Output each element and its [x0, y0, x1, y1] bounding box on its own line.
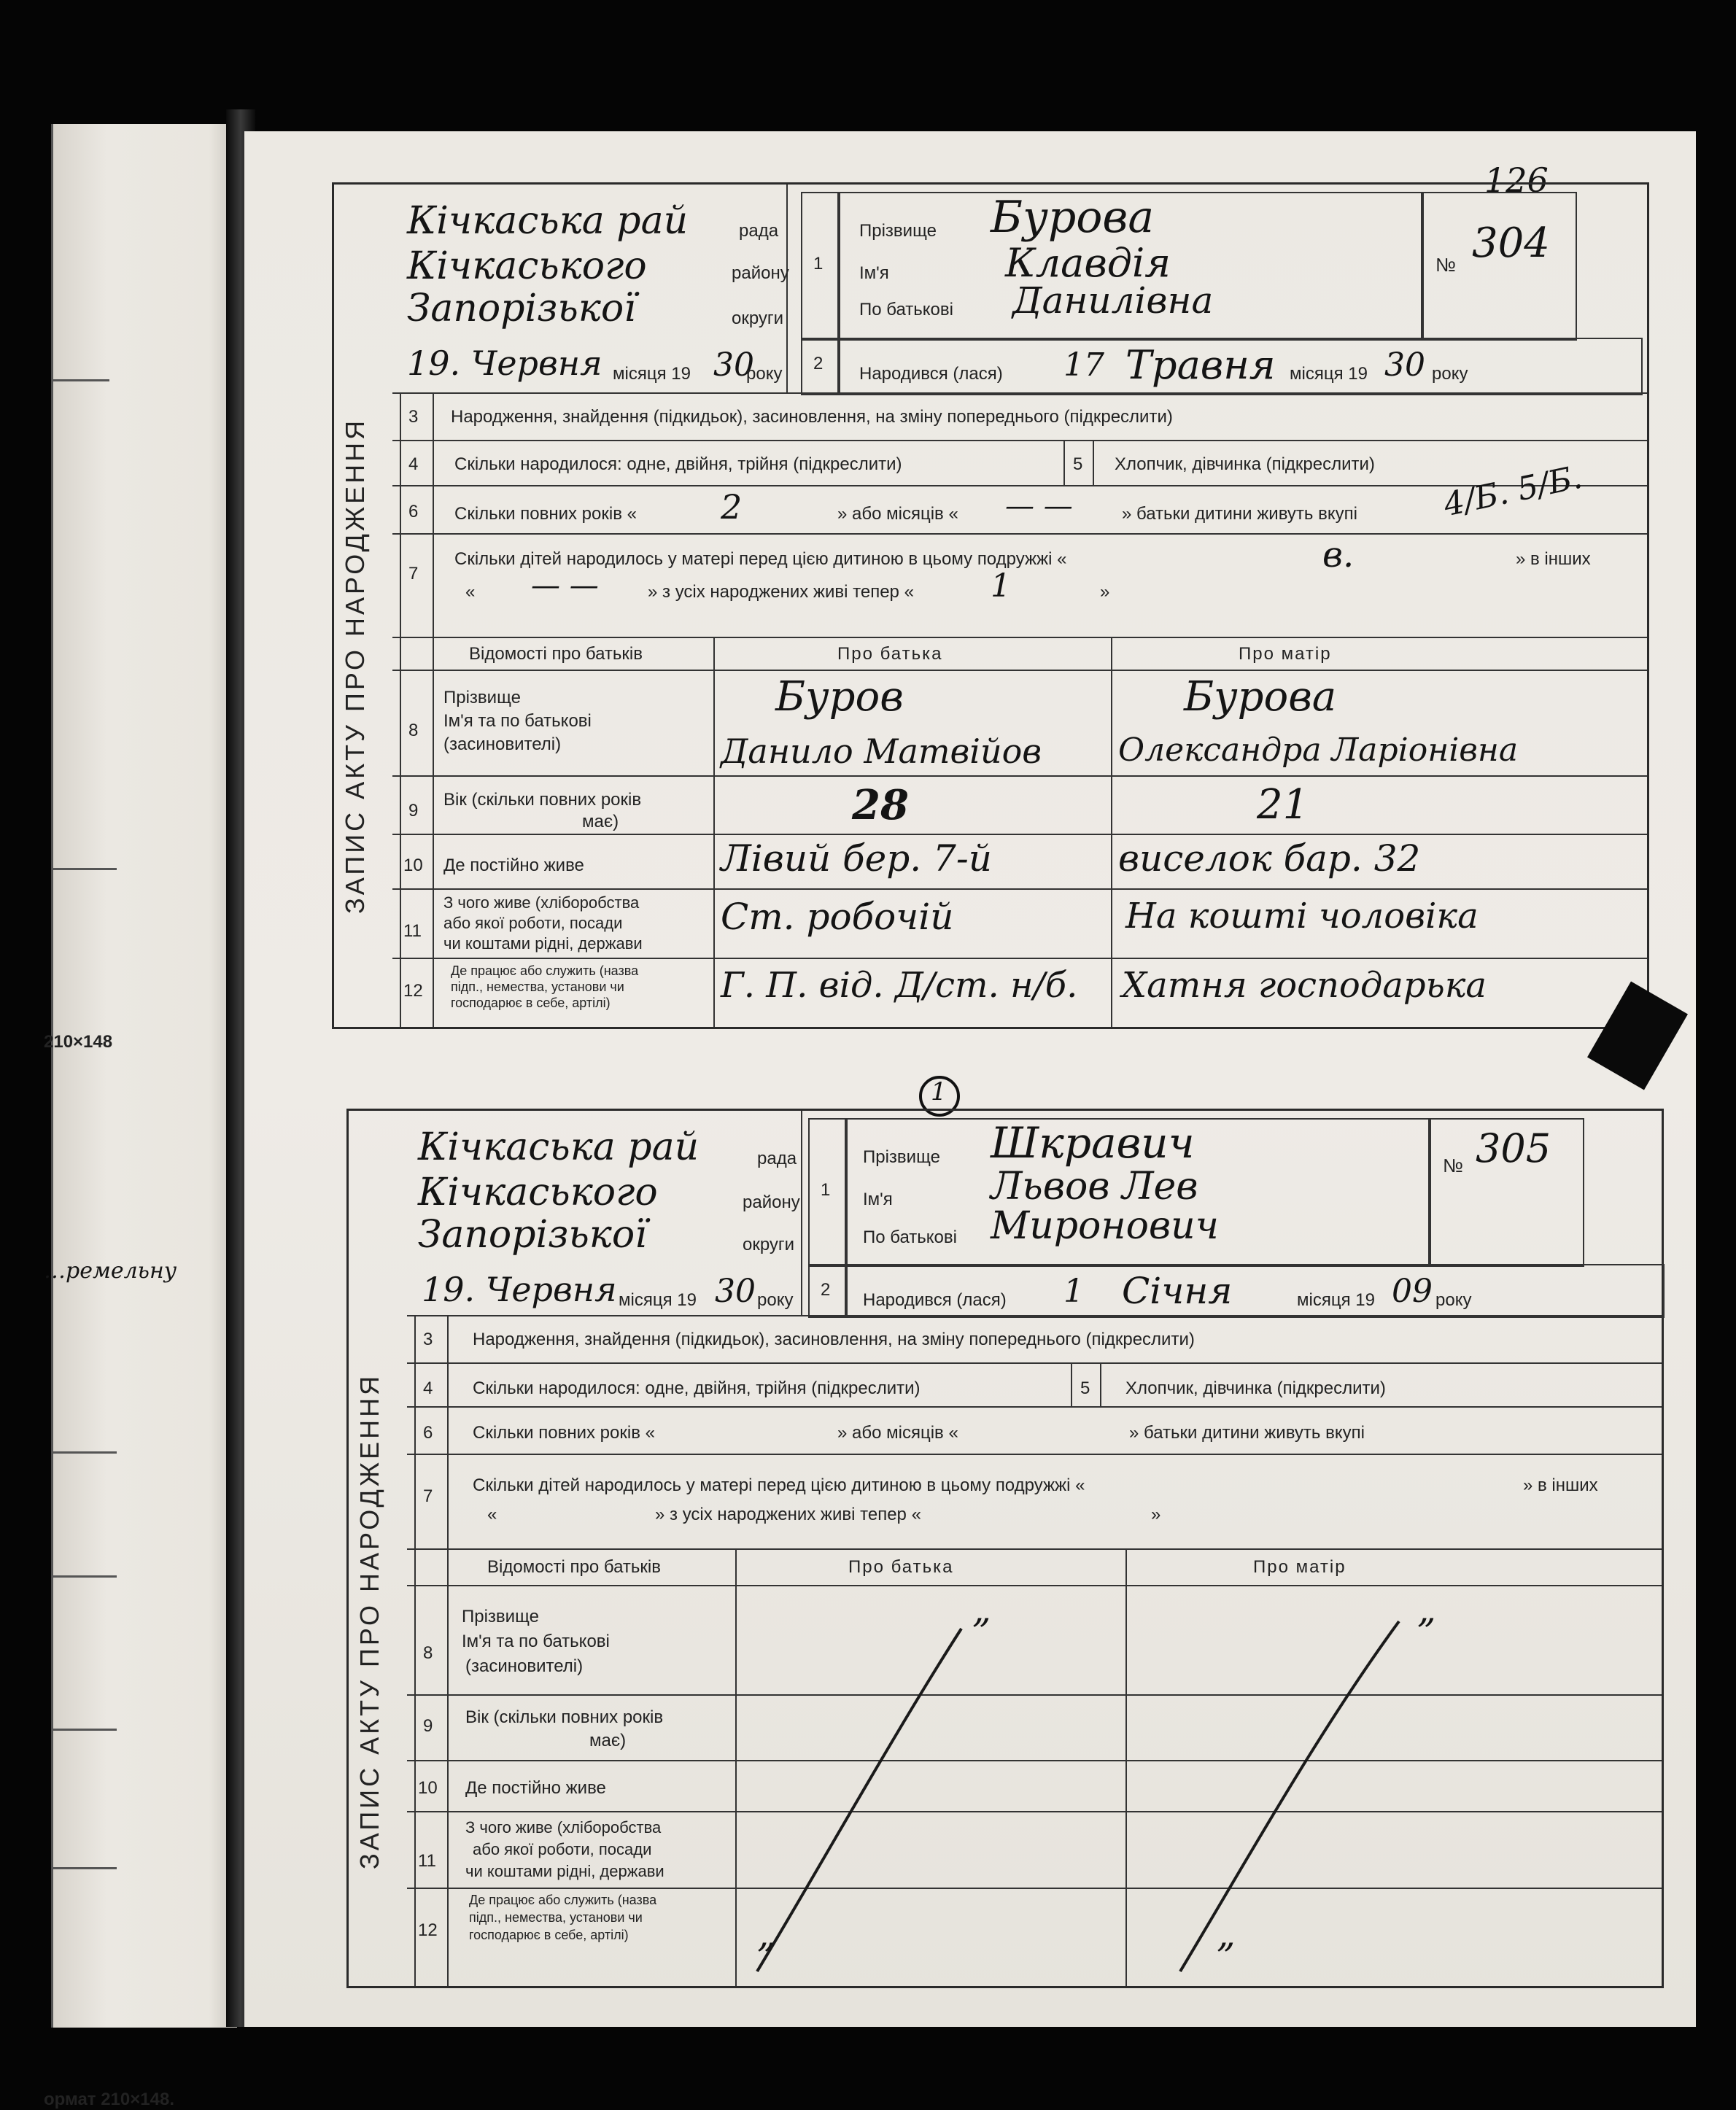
left-page-rule: [51, 868, 117, 870]
left-page-rule: [51, 379, 109, 381]
right-page: [244, 131, 1696, 2027]
row7-number: 7: [408, 564, 419, 583]
left-page-rule: [51, 1451, 117, 1454]
row6-text-a: Скільки повних років «: [473, 1423, 655, 1443]
left-page: [44, 124, 237, 2109]
row8-label-b: Ім'я та по батькові: [462, 1632, 610, 1651]
row4-number: 4: [408, 454, 419, 474]
father-header: Про батька: [848, 1557, 954, 1577]
row12-number: 12: [418, 1920, 438, 1940]
row7-text-c: «: [487, 1505, 497, 1524]
mother-living: На кошті чоловіка: [1125, 896, 1479, 936]
registration-year-handwriting: 30: [715, 1273, 756, 1310]
rada-label: рада: [757, 1149, 797, 1168]
row5-number: 5: [1080, 1378, 1090, 1398]
row7-text-c: «: [465, 582, 476, 602]
father-name: Данило Матвійов: [721, 732, 1042, 771]
born-month: Січня: [1122, 1270, 1233, 1312]
row7-text-a: Скільки дітей народилось у матері перед цією дитиною в цьому подружжі «: [454, 549, 1067, 569]
number-label: №: [1435, 254, 1456, 276]
row9-number: 9: [423, 1716, 433, 1736]
row12-label-a: Де працює або служить (назва: [451, 963, 639, 978]
row1-number: 1: [813, 254, 824, 274]
row8-label-a: Прізвище: [462, 1607, 539, 1626]
father-surname: Буров: [775, 673, 904, 721]
row11-number: 11: [403, 921, 422, 941]
row-divider: [392, 440, 1647, 441]
row1-number: 1: [821, 1180, 831, 1200]
born-month: Травня: [1125, 342, 1276, 388]
row7-text-d: » з усіх народжених живі тепер «: [655, 1505, 921, 1524]
mother-age: 21: [1257, 781, 1309, 829]
number-label: №: [1443, 1155, 1463, 1176]
registration-date-handwriting: 19. Червня: [422, 1270, 617, 1309]
parents-top-rule: [407, 1548, 1662, 1550]
father-header: Про батька: [837, 644, 943, 664]
row5-divider: [1093, 440, 1094, 485]
father-ditto-bottom: „: [757, 1913, 776, 1955]
row6-text-c: » батьки дитини живуть вкупі: [1129, 1423, 1365, 1443]
left-page-rule: [51, 1729, 117, 1731]
row7-other: — —: [531, 569, 599, 602]
mother-work: Хатня господарька: [1122, 965, 1487, 1006]
born-month-label: місяця 19: [1297, 1290, 1375, 1310]
child-surname: Бурова: [991, 192, 1155, 243]
row-divider: [407, 1315, 1662, 1316]
registration-month-label: місяця 19: [619, 1290, 697, 1310]
patronymic-label: По батькові: [859, 300, 953, 319]
patronymic-label: По батькові: [863, 1227, 957, 1247]
row12-label-c: господарює в себе, артілі): [469, 1928, 629, 1942]
row3-text: Народження, знайдення (підкидьок), засиновлення, на зміну попереднього (підкреслити): [451, 407, 1173, 427]
born-year-label: року: [1432, 364, 1468, 384]
row7-text-a: Скільки дітей народилось у матері перед цією дитиною в цьому подружжі «: [473, 1475, 1085, 1495]
mother-header: Про матір: [1253, 1557, 1346, 1577]
row11-label-b: або якої роботи, посади: [443, 914, 623, 932]
row-divider: [407, 1406, 1662, 1408]
birth-record-305: [346, 1109, 1664, 1988]
child-name: Клавдія: [1005, 240, 1171, 286]
row9-number: 9: [408, 801, 419, 821]
father-address: Лівий бер. 7-й: [721, 837, 992, 880]
rada-handwriting: Кічкаська рай: [407, 199, 689, 243]
row8-label-b: Ім'я та по батькові: [443, 711, 592, 731]
row3-text: Народження, знайдення (підкидьок), засиновлення, на зміну попереднього (підкреслити): [473, 1330, 1195, 1349]
rayon-handwriting: Кічкаського: [418, 1171, 658, 1214]
born-month-label: місяця 19: [1290, 364, 1368, 384]
born-label: Народився (лася): [859, 364, 1003, 384]
row2-number: 2: [821, 1280, 831, 1300]
row-divider: [392, 533, 1647, 535]
rayon-label: району: [732, 263, 789, 283]
row7-text-e: »: [1151, 1505, 1161, 1524]
mother-ditto: „: [1417, 1589, 1436, 1631]
page-number: 126: [1484, 160, 1549, 200]
child-patronymic: Миронович: [991, 1204, 1219, 1248]
birth-record-304: [332, 182, 1649, 1029]
row6-text-a: Скільки повних років «: [454, 504, 637, 524]
number-column-right: [433, 392, 434, 1027]
parents-header: Відомості про батьків: [469, 644, 643, 664]
row7-same-marriage: в.: [1322, 535, 1355, 575]
record-number: 304: [1472, 220, 1550, 267]
mother-address: виселок бар. 32: [1118, 837, 1421, 880]
surname-label: Прізвище: [863, 1147, 940, 1167]
okruh-handwriting: Запорізької: [407, 287, 636, 330]
ditto-strokes: [735, 1585, 1662, 1986]
row6-text-b: » або місяців «: [837, 1423, 958, 1443]
row8-label-c: (засиновителі): [465, 1656, 584, 1676]
row11-label-a: З чого живе (хліборобства: [443, 893, 640, 912]
row4-text: Скільки народилося: одне, двійня, трійня (підкреслити): [473, 1378, 921, 1398]
row4-number: 4: [423, 1378, 433, 1398]
parents-top-rule: [392, 637, 1647, 638]
row9-label-b: має): [582, 812, 619, 831]
registration-month-label: місяця 19: [613, 364, 691, 384]
row10-number: 10: [403, 856, 423, 875]
row-divider: [392, 834, 1647, 835]
row4-text: Скільки народилося: одне, двійня, трійня (підкреслити): [454, 454, 902, 474]
row8-label-c: (засиновителі): [443, 734, 562, 754]
row10-label: Де постійно живе: [443, 856, 584, 875]
registration-year-label: року: [757, 1290, 794, 1310]
row-divider: [392, 958, 1647, 959]
row4-divider: [1071, 1362, 1072, 1406]
child-patronymic: Данилівна: [1012, 279, 1214, 322]
parents-header-rule: [392, 670, 1647, 671]
row6-note: 4/Б. 5/Б.: [1440, 458, 1586, 524]
father-ditto-stroke: [757, 1629, 961, 1971]
row8-number: 8: [408, 721, 419, 740]
row11-number: 11: [418, 1851, 436, 1871]
born-year: 30: [1384, 346, 1425, 384]
row6-text-c: » батьки дитини живуть вкупі: [1122, 504, 1357, 524]
mother-ditto-stroke: [1180, 1621, 1399, 1971]
left-page-edge: [51, 124, 53, 2028]
row6-years: 2: [721, 487, 743, 527]
registration-year-handwriting: 30: [713, 346, 754, 384]
registration-date-handwriting: 19. Червня: [407, 344, 602, 383]
row12-label-c: господарює в себе, артілі): [451, 996, 611, 1010]
format-label: 210×148: [44, 1032, 113, 1052]
rayon-handwriting: Кічкаського: [407, 244, 647, 288]
record-vertical-title: ЗАПИС АКТУ ПРО НАРОДЖЕННЯ: [340, 417, 370, 914]
row12-label-b: підп., немества, установи чи: [469, 1910, 643, 1925]
row12-label-a: Де працює або служить (назва: [469, 1893, 657, 1907]
row-divider: [392, 888, 1647, 890]
row3-number: 3: [423, 1330, 433, 1349]
number-column-left: [400, 392, 401, 1027]
row6-text-b: » або місяців «: [837, 504, 958, 524]
mother-header: Про матір: [1239, 644, 1332, 664]
registration-year-label: року: [746, 364, 783, 384]
row7-text-b: » в інших: [1523, 1475, 1598, 1495]
left-page-rule: [51, 1867, 117, 1869]
number-column-left: [414, 1315, 416, 1986]
row7-text-d: » з усіх народжених живі тепер «: [648, 582, 914, 602]
row6-months: — —: [1005, 489, 1073, 523]
name-label: Ім'я: [859, 263, 889, 283]
row4-divider: [1063, 440, 1065, 485]
row8-label-a: Прізвище: [443, 688, 521, 707]
row3-number: 3: [408, 407, 419, 427]
left-page-handwriting: …ремельну: [44, 1258, 177, 1284]
surname-label: Прізвище: [859, 221, 937, 241]
row7-number: 7: [423, 1486, 433, 1506]
row12-number: 12: [403, 981, 423, 1001]
row2-number: 2: [813, 354, 824, 373]
mother-name: Олександра Ларіонівна: [1118, 732, 1519, 769]
row9-label-a: Вік (скільки повних років: [465, 1707, 664, 1727]
row-divider: [392, 775, 1647, 777]
rada-handwriting: Кічкаська рай: [418, 1125, 700, 1169]
row9-label-a: Вік (скільки повних років: [443, 790, 642, 810]
rada-label: рада: [739, 221, 779, 241]
born-label: Народився (лася): [863, 1290, 1007, 1310]
row6-number: 6: [423, 1423, 433, 1443]
row5-divider: [1100, 1362, 1101, 1406]
rayon-label: району: [743, 1192, 800, 1212]
row10-number: 10: [418, 1778, 438, 1798]
born-day: 1: [1063, 1273, 1084, 1310]
row7-alive: 1: [991, 567, 1011, 605]
born-day: 17: [1063, 346, 1104, 384]
row7-text-e: »: [1100, 582, 1110, 602]
name-label: Ім'я: [863, 1190, 893, 1209]
parents-col-2: [1111, 637, 1112, 1027]
okruh-label: округи: [743, 1235, 795, 1254]
row7-text-b: » в інших: [1516, 549, 1591, 569]
bottom-format-label: ормат 210×148.: [44, 2090, 174, 2109]
row-divider: [407, 1362, 1662, 1364]
row-divider: [407, 1454, 1662, 1455]
mother-surname: Бурова: [1184, 673, 1337, 721]
number-column-right: [447, 1315, 449, 1986]
born-year-label: року: [1435, 1290, 1472, 1310]
row11-label-c: чи коштами рідні, держави: [443, 934, 643, 953]
left-page-rule: [51, 1575, 117, 1578]
father-living: Ст. робочій: [721, 896, 954, 938]
row11-label-b: або якої роботи, посади: [473, 1840, 652, 1858]
row5-text: Хлопчик, дівчинка (підкреслити): [1115, 454, 1375, 474]
row8-number: 8: [423, 1643, 433, 1663]
born-year: 09: [1392, 1273, 1433, 1310]
row10-label: Де постійно живе: [465, 1778, 606, 1798]
okruh-label: округи: [732, 309, 784, 328]
row-divider: [392, 392, 1647, 394]
record-vertical-title: ЗАПИС АКТУ ПРО НАРОДЖЕННЯ: [354, 1373, 384, 1869]
child-name: Львов Лев: [991, 1165, 1198, 1209]
mother-ditto-bottom: „: [1217, 1913, 1236, 1955]
row11-label-a: З чого живе (хліборобства: [465, 1818, 662, 1836]
row6-number: 6: [408, 502, 419, 521]
child-surname: Шкравич: [991, 1118, 1195, 1168]
row9-label-b: має): [589, 1731, 627, 1750]
row11-label-c: чи коштами рідні, держави: [465, 1862, 664, 1880]
parents-header: Відомості про батьків: [487, 1557, 661, 1577]
okruh-handwriting: Запорізької: [418, 1213, 647, 1257]
parents-col-1: [713, 637, 715, 1027]
father-ditto: „: [972, 1589, 991, 1631]
father-age: 28: [852, 781, 909, 829]
row12-label-b: підп., немества, установи чи: [451, 980, 624, 994]
father-work: Г. П. від. Д/ст. н/б.: [721, 965, 1078, 1006]
row5-number: 5: [1073, 454, 1083, 474]
separator-mark: 1: [931, 1077, 947, 1106]
row5-text: Хлопчик, дівчинка (підкреслити): [1125, 1378, 1386, 1398]
record-number: 305: [1476, 1125, 1551, 1171]
